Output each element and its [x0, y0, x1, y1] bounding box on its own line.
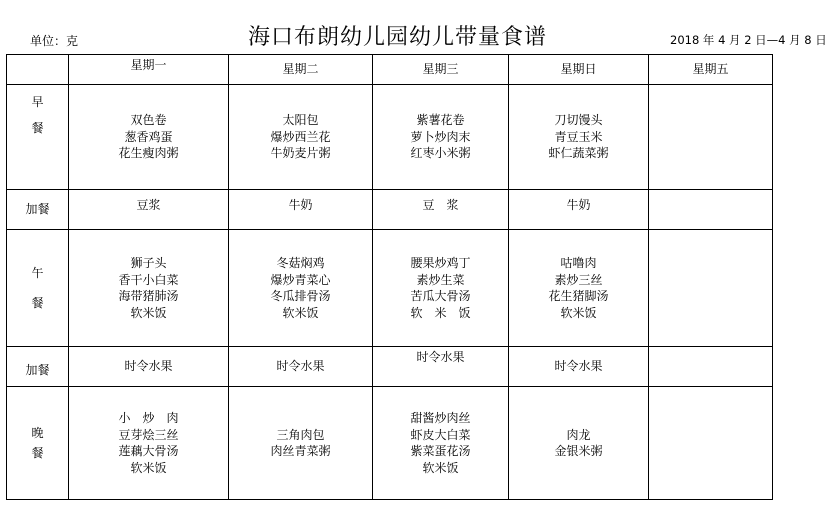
menu-cell-empty [649, 347, 773, 387]
meal-label-lunch: 午 餐 [7, 230, 69, 347]
day-header: 星期一 [69, 55, 229, 85]
meal-label-breakfast: 早 餐 [7, 85, 69, 190]
menu-cell: 刀切馒头 青豆玉米 虾仁蔬菜粥 [509, 85, 649, 190]
menu-cell: 咕噜肉 素炒三丝 花生猪脚汤 软米饭 [509, 230, 649, 347]
meal-label-dinner: 晚 餐 [7, 387, 69, 500]
menu-cell: 三角肉包 肉丝青菜粥 [229, 387, 373, 500]
page-title: 海口布朗幼儿园幼儿带量食谱 [248, 25, 548, 50]
day-header: 星期二 [229, 55, 373, 85]
meal-row-dinner [7, 387, 773, 500]
menu-cell: 豆浆 [69, 190, 229, 230]
meal-row-breakfast [7, 85, 773, 190]
menu-cell-empty [649, 190, 773, 230]
menu-cell: 牛奶 [229, 190, 373, 230]
meal-label-snack: 加餐 [7, 190, 69, 230]
menu-cell: 甜酱炒肉丝 虾皮大白菜 紫菜蛋花汤 软米饭 [373, 387, 509, 500]
meal-label-snack: 加餐 [7, 347, 69, 387]
menu-cell-empty [649, 230, 773, 347]
meal-row-lunch [7, 230, 773, 347]
day-header: 星期三 [373, 55, 509, 85]
menu-cell: 牛奶 [509, 190, 649, 230]
menu-cell: 冬菇焖鸡 爆炒青菜心 冬瓜排骨汤 软米饭 [229, 230, 373, 347]
menu-cell: 小 炒 肉 豆芽烩三丝 莲藕大骨汤 软米饭 [69, 387, 229, 500]
date-range: 2018 年 4 月 2 日—4 月 8 日 [670, 33, 827, 47]
header-row [7, 55, 773, 85]
meal-row-snack-am [7, 190, 773, 230]
unit-label: 单位：克 [30, 34, 79, 48]
menu-cell: 肉龙 金银米粥 [509, 387, 649, 500]
day-header: 星期日 [509, 55, 649, 85]
day-header: 星期五 [649, 55, 773, 85]
menu-cell-empty [649, 387, 773, 500]
menu-cell: 太阳包 爆炒西兰花 牛奶麦片粥 [229, 85, 373, 190]
menu-cell: 紫薯花卷 萝卜炒肉末 红枣小米粥 [373, 85, 509, 190]
menu-cell: 狮子头 香干小白菜 海带猪肺汤 软米饭 [69, 230, 229, 347]
meal-row-snack-pm [7, 347, 773, 387]
menu-cell: 豆 浆 [373, 190, 509, 230]
menu-cell: 时令水果 [229, 347, 373, 387]
menu-cell: 腰果炒鸡丁 素炒生菜 苦瓜大骨汤 软 米 饭 [373, 230, 509, 347]
corner-cell [7, 55, 69, 85]
menu-cell: 时令水果 [373, 347, 509, 387]
menu-cell-empty [649, 85, 773, 190]
menu-cell: 双色卷 葱香鸡蛋 花生瘦肉粥 [69, 85, 229, 190]
menu-cell: 时令水果 [69, 347, 229, 387]
menu-cell: 时令水果 [509, 347, 649, 387]
menu-table [6, 54, 773, 500]
